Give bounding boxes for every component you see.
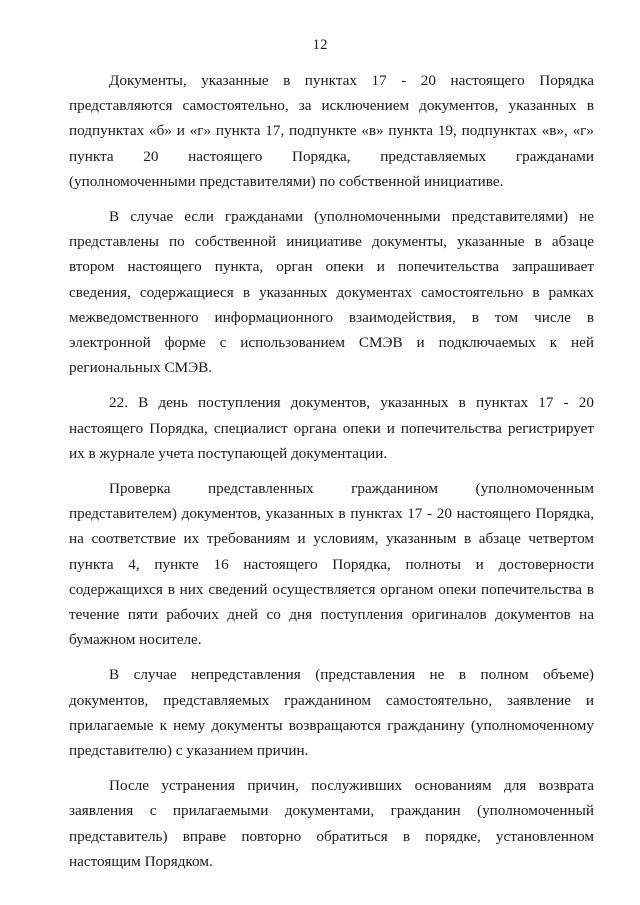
paragraph-item-22-registration: 22. В день поступления документов, указанных в пунктах 17 - 20 настоящего Порядка, специалист органа опеки и попечительства регистрирует их в журнале учета поступающей документации. — [69, 394, 594, 462]
paragraph-documents-return: В случае непредставления (представления не в полном объеме) документов, представляемых гражданином самостоятельно, заявление и прилагаемые к нему документы возвращаются гражданину (уполномоченному представителю) с указанием причин. — [69, 666, 594, 760]
paragraph-documents-submission: Документы, указанные в пунктах 17 - 20 настоящего Порядка представляются самостоятельно, за исключением документов, указанных в подпунктах «б» и «г» пункта 17, подпункте «в» пункта 19, подпунктах «в», «г» пункта 20 настоящего Порядка, представляемых гражданами (уполномоченными представителями) по собственной инициативе. — [69, 72, 594, 190]
paragraph-document-verification: Проверка представленных гражданином (уполномоченным представителем) документов, указанных в пунктах 17 - 20 настоящего Порядка, на соответствие их требованиям и условиям, указанным в абзаце четвертом пункта 4, пункте 16 настоящего Порядка, полноты и достоверности содержащихся в них сведений осуществляется органом опеки попечительства в течение пяти рабочих дней со дня поступления оригиналов документов на бумажном носителе. — [69, 480, 594, 649]
page-number: 12 — [312, 37, 328, 53]
paragraph-interagency-request: В случае если гражданами (уполномоченными представителями) не представлены по собственной инициативе документы, указанные в абзаце втором настоящего пункта, орган опеки и попечительства запрашивает сведения, содержащиеся в указанных документах самостоятельно в рамках межведомственного информационного взаимодействия, в том числе в электронной форме с использованием СМЭВ и подключаемых к ней региональных СМЭВ. — [69, 208, 594, 377]
paragraph-resubmission: После устранения причин, послуживших основаниям для возврата заявления с прилагаемыми документами, гражданин (уполномоченный представитель) вправе повторно обратиться в порядке, установленном настоящим Порядком. — [69, 777, 594, 870]
document-body — [69, 68, 594, 884]
